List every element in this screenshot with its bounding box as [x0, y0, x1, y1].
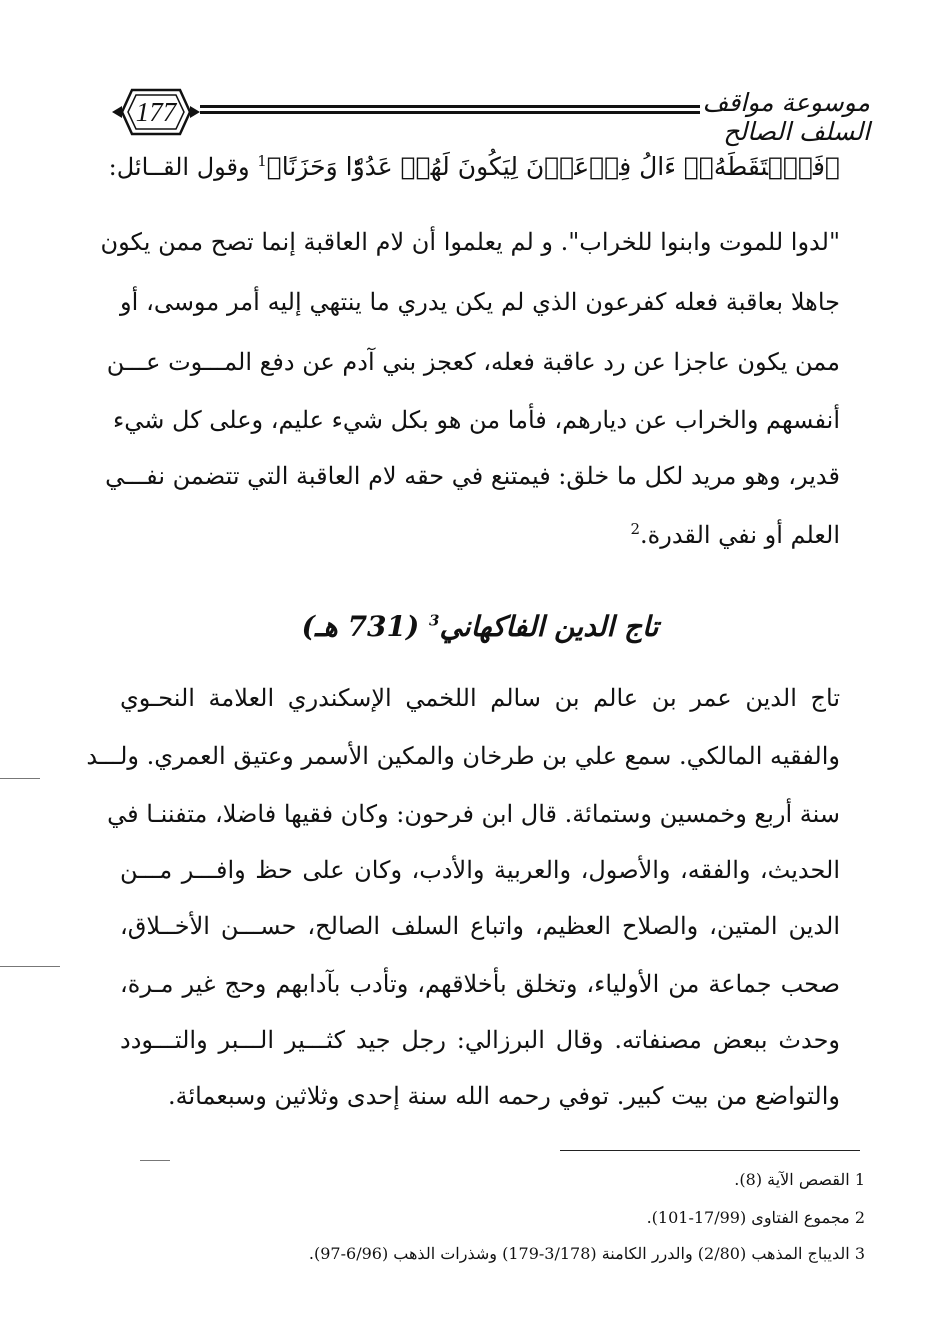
section-title-name: تاج الدين الفاكهاني	[439, 610, 659, 643]
footnote	[120, 1244, 865, 1263]
text-line: الحديث، والفقه، والأصول، والعربية والأدب، وكان على حظ وافـــر مـــن	[120, 856, 840, 884]
page-number: 177	[135, 96, 177, 127]
scan-mark	[140, 1160, 170, 1161]
footnote-number: 2	[854, 1208, 865, 1227]
scan-mark	[0, 966, 60, 967]
section-title	[120, 610, 840, 643]
footnote-ref: 2	[630, 520, 641, 538]
text-line: ممن يكون عاجزا عن رد عاقبة فعله، كعجز بني آدم عن دفع المـــوت عـــن	[106, 348, 840, 376]
series-title: موسوعة مواقف السلف الصالح	[702, 88, 870, 146]
text-line	[120, 520, 840, 549]
text-line: صحب جماعة من الأولياء، وتخلق بأخلاقهم، وتأدب بآدابهم وحج غير مـرة،	[120, 970, 841, 998]
footnote	[120, 1208, 865, 1227]
text-span: العلم أو نفي القدرة.	[640, 521, 840, 549]
footnote-text: الديباج المذهب (2/80) والدرر الكامنة (3/178-179) وشذرات الذهب (6/96-97).	[308, 1244, 850, 1263]
quran-verse: ﴿فَٱلۡتَقَطَهُۥٓ ءَالُ فِرۡعَوۡنَ لِيَكُونَ لَهُمۡ عَدُوّٗا وَحَزَنًا﴾	[266, 152, 840, 181]
footnote-number: 3	[854, 1244, 865, 1263]
footnote-number: 1	[854, 1170, 865, 1189]
text-line: جاهلا بعاقبة فعله كفرعون الذي لم يكن يدري ما ينتهي إليه أمر موسى، أو	[120, 288, 840, 316]
text-line: والفقيه المالكي. سمع علي بن طرخان والمكين الأسمر وعتيق العمري. ولـــد	[86, 742, 840, 770]
page-header	[108, 84, 870, 146]
text-span: وقول القــائل:	[108, 153, 258, 181]
header-rule	[200, 105, 700, 119]
text-line: تاج الدين عمر بن عالم بن سالم اللخمي الإسكندري العلامة النحـوي	[120, 684, 840, 712]
text-line: الدين المتين، والصلاح العظيم، واتباع السلف الصالح، حســـن الأخــلاق،	[120, 912, 840, 940]
footnote-separator	[560, 1150, 860, 1151]
text-line: وحدث ببعض مصنفاته. وقال البرزالي: رجل جيد كثـــير الـــبر والتـــودد	[120, 1026, 840, 1054]
footnote-text: القصص الآية (8).	[734, 1170, 850, 1189]
scan-mark	[0, 778, 40, 779]
text-line: والتواضع من بيت كبير. توفي رحمه الله سنة إحدى وثلاثين وسبعمائة.	[168, 1082, 840, 1110]
section-title-year: (731 هـ)	[301, 610, 430, 643]
footnote-ref: 3	[429, 611, 440, 630]
text-line: أنفسهم والخراب عن ديارهم، فأما من هو بكل شيء عليم، وعلى كل شيء	[112, 406, 840, 434]
footnote	[120, 1170, 865, 1189]
text-line	[108, 152, 840, 181]
text-line: "لدوا للموت وابنوا للخراب". و لم يعلموا أن لام العاقبة إنما تصح ممن يكون	[100, 228, 840, 256]
text-line: سنة أربع وخمسين وستمائة. قال ابن فرحون: وكان فقيها فاضلا، متفننـا في	[107, 800, 840, 828]
footnote-ref: 1	[257, 152, 267, 170]
footnote-text: مجموع الفتاوى (17/99-101).	[646, 1208, 850, 1227]
page-number-badge	[108, 84, 204, 140]
text-line: قدير، وهو مريد لكل ما خلق: فيمتنع في حقه لام العاقبة التي تتضمن نفـــي	[105, 462, 840, 490]
